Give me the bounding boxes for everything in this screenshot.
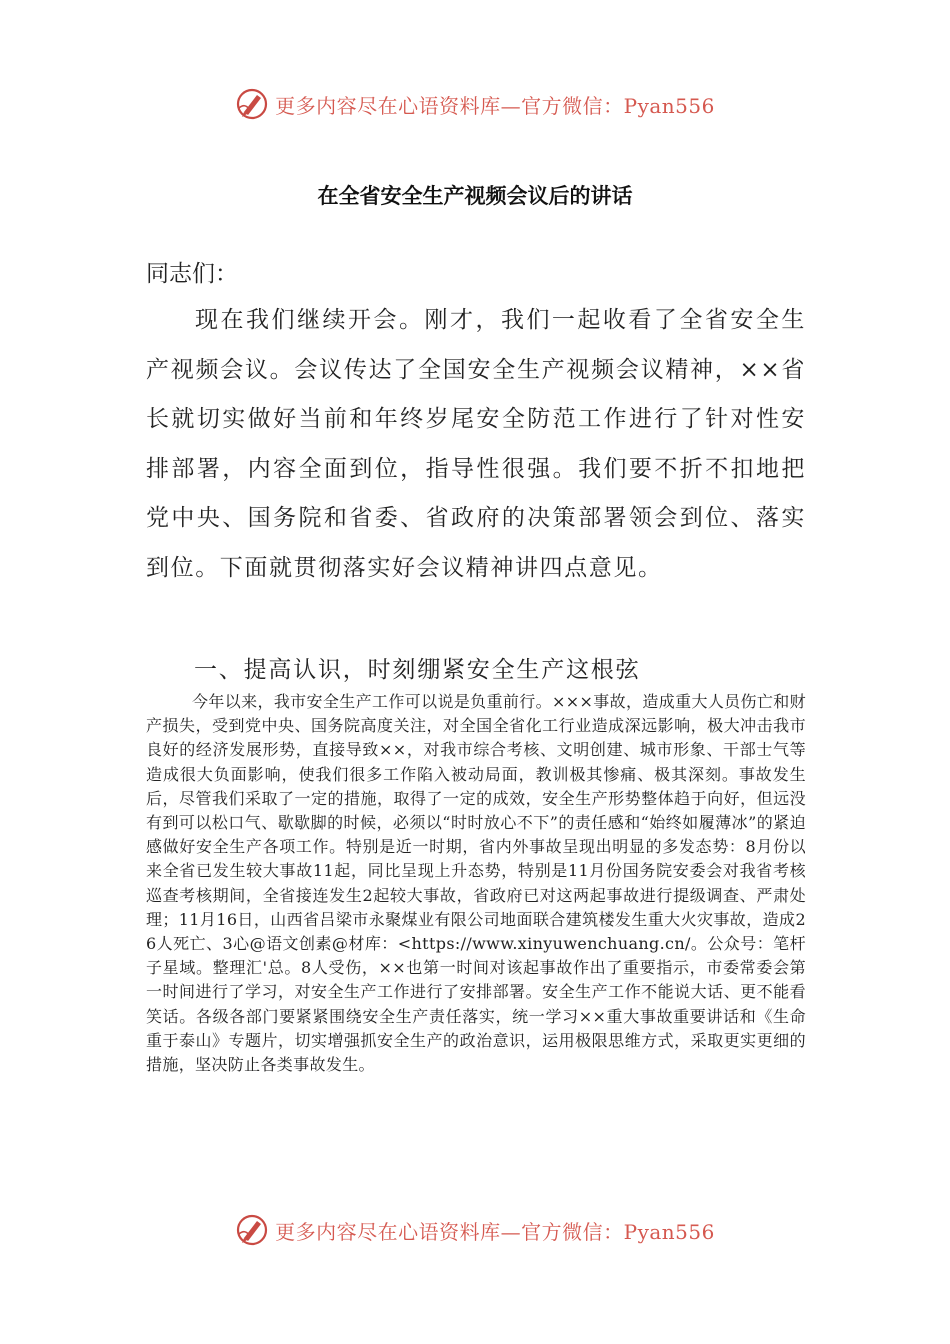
lead-paragraph: 现在我们继续开会。刚才，我们一起收看了全省安全生产视频会议。会议传达了全国安全生产视频会议精神，××省长就切实做好当前和年终岁尾安全防范工作进行了针对性安排部署，内容全面到位，指导性很强。我们要不折不扣地把党中央、国务院和省委、省政府的决策部署领会到位、落实到位。下面就贯彻落实好会议精神讲四点意见。 — [146, 307, 806, 581]
pen-logo-icon — [235, 87, 269, 121]
page-title: 在全省安全生产视频会议后的讲话 — [317, 184, 633, 208]
watermark-text: 更多内容尽在心语资料库—官方微信：Pyan556 — [275, 1219, 715, 1244]
salutation: 同志们： — [146, 261, 238, 287]
section-heading: 一、提高认识，时刻绷紧安全生产这根弦 — [194, 657, 641, 683]
footer-watermark — [0, 1210, 950, 1250]
pen-logo-icon — [235, 1213, 269, 1247]
header-watermark — [0, 84, 950, 124]
watermark-text: 更多内容尽在心语资料库—官方微信：Pyan556 — [275, 93, 715, 118]
section-body: 今年以来，我市安全生产工作可以说是负重前行。×××事故，造成重大人员伤亡和财产损失，受到党中央、国务院高度关注，对全国全省化工行业造成深远影响，极大冲击我市良好的经济发展形势，直接导致××，对我市综合考核、文明创建、城市形象、干部士气等造成很大负面影响，使我们很多工作陷入被动局面，教训极其惨痛、极其深刻。事故发生后，尽管我们采取了一定的措施，取得了一定的成效，安全生产形势整体趋于向好，但远没有到可以松口气、歇歇脚的时候，必须以“时时放心不下”的责任感和“始终如履薄冰”的紧迫感做好安全生产各项工作。特别是近一时期，省内外事故呈现出明显的多发态势：8月份以来全省已发生较大事故11起，同比呈现上升态势，特别是11月份国务院安委会对我省考核巡查考核期间，全省接连发生2起较大事故，省政府已对这两起事故进行提级调查、严肃处理；11月16日，山西省吕梁市永聚煤业有限公司地面联合建筑楼发生重大火灾事故，造成26人死亡、3心@语文创素@材库：<https://www.xinyuwenchuang.cn/。公众号：笔杆子星域。整理汇'总。8人受伤，××也第一时间对该起事故作出了重要指示，市委常委会第一时间进行了学习，对安全生产工作进行了安排部署。安全生产工作不能说大话、更不能看笑话。各级各部门要紧紧围绕安全生产责任落实，统一学习××重大事故重要讲话和《生命重于泰山》专题片，切实增强抓安全生产的政治意识，运用极限思维方式，采取更实更细的措施，坚决防止各类事故发生。 — [146, 692, 806, 1075]
